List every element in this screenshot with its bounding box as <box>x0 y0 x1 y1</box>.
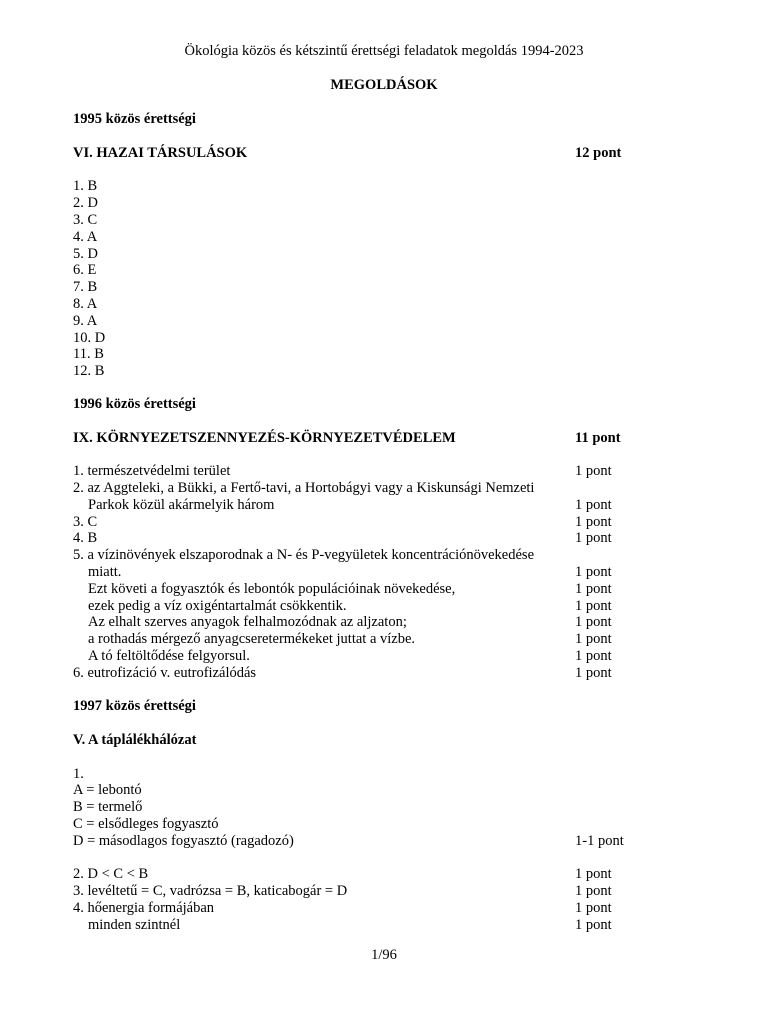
answer-line: A = lebontó <box>73 782 142 798</box>
answer-line: 6. E <box>73 262 97 278</box>
answer-line: C = elsődleges fogyasztó <box>73 816 219 832</box>
points-label: 1 pont <box>575 883 612 899</box>
answer-line: 4. B <box>73 530 98 546</box>
answer-line: 2. D < C < B <box>73 866 149 882</box>
answer-line: 8. A <box>73 296 98 312</box>
section-heading-1995: 1995 közös érettségi <box>73 111 196 127</box>
answer-line: 5. a vízinövények elszaporodnak a N- és P-vegyületek koncentrációnövekedése <box>73 547 535 563</box>
task-title-1996: IX. KÖRNYEZETSZENNYEZÉS-KÖRNYEZETVÉDELEM <box>73 430 456 446</box>
answer-line: B = termelő <box>73 799 143 815</box>
answer-line: Ezt követi a fogyasztók és lebontók populációinak növekedése, <box>88 581 456 597</box>
section-heading-1997: 1997 közös érettségi <box>73 698 196 714</box>
answer-line: D = másodlagos fogyasztó (ragadozó) <box>73 833 294 849</box>
points-label: 1 pont <box>575 917 612 933</box>
answer-line: 4. hőenergia formájában <box>73 900 215 916</box>
answer-line: A tó feltöltődése felgyorsul. <box>88 648 250 664</box>
answer-line: ezek pedig a víz oxigéntartalmát csökkentik. <box>88 598 347 614</box>
answer-line: 6. eutrofizáció v. eutrofizálódás <box>73 665 257 681</box>
points-label: 1-1 pont <box>575 833 624 849</box>
answer-line: 9. A <box>73 313 98 329</box>
task-points-1996: 11 pont <box>575 430 621 446</box>
answer-line: 7. B <box>73 279 98 295</box>
answer-line: 1. <box>73 766 84 782</box>
answer-line: 5. D <box>73 246 98 262</box>
points-label: 1 pont <box>575 463 612 479</box>
answer-line: 1. természetvédelmi terület <box>73 463 231 479</box>
points-label: 1 pont <box>575 614 612 630</box>
answer-line: minden szintnél <box>88 917 181 933</box>
points-label: 1 pont <box>575 581 612 597</box>
answer-line: 11. B <box>73 346 104 362</box>
points-label: 1 pont <box>575 514 612 530</box>
task-points-1995: 12 pont <box>575 145 622 161</box>
points-label: 1 pont <box>575 598 612 614</box>
points-label: 1 pont <box>575 530 612 546</box>
points-label: 1 pont <box>575 631 612 647</box>
answer-line: 1. B <box>73 178 98 194</box>
answer-line: 2. D <box>73 195 98 211</box>
task-title-1997: V. A táplálékhálózat <box>73 732 197 748</box>
answer-line: 10. D <box>73 330 106 346</box>
points-label: 1 pont <box>575 665 612 681</box>
answer-line: 12. B <box>73 363 105 379</box>
points-label: 1 pont <box>575 648 612 664</box>
task-title-1995: VI. HAZAI TÁRSULÁSOK <box>73 145 248 161</box>
answer-line: 2. az Aggteleki, a Bükki, a Fertő-tavi, a Hortobágyi vagy a Kiskunsági Nemzeti <box>73 480 535 496</box>
points-label: 1 pont <box>575 900 612 916</box>
points-label: 1 pont <box>575 564 612 580</box>
answer-line: a rothadás mérgező anyagcseretermékeket juttat a vízbe. <box>88 631 416 647</box>
page-title: MEGOLDÁSOK <box>330 77 438 93</box>
answer-line: 4. A <box>73 229 98 245</box>
answer-line: Az elhalt szerves anyagok felhalmozódnak az aljzaton; <box>88 614 407 630</box>
points-label: 1 pont <box>575 497 612 513</box>
section-heading-1996: 1996 közös érettségi <box>73 396 196 412</box>
running-header: Ökológia közös és kétszintű érettségi feladatok megoldás 1994-2023 <box>184 43 584 59</box>
points-label: 1 pont <box>575 866 612 882</box>
page-number: 1/96 <box>371 947 397 963</box>
answer-line: 3. C <box>73 212 98 228</box>
answer-line: Parkok közül akármelyik három <box>88 497 275 513</box>
answer-line: 3. levéltetű = C, vadrózsa = B, katicabogár = D <box>73 883 348 899</box>
answer-line: miatt. <box>88 564 122 580</box>
answer-line: 3. C <box>73 514 98 530</box>
